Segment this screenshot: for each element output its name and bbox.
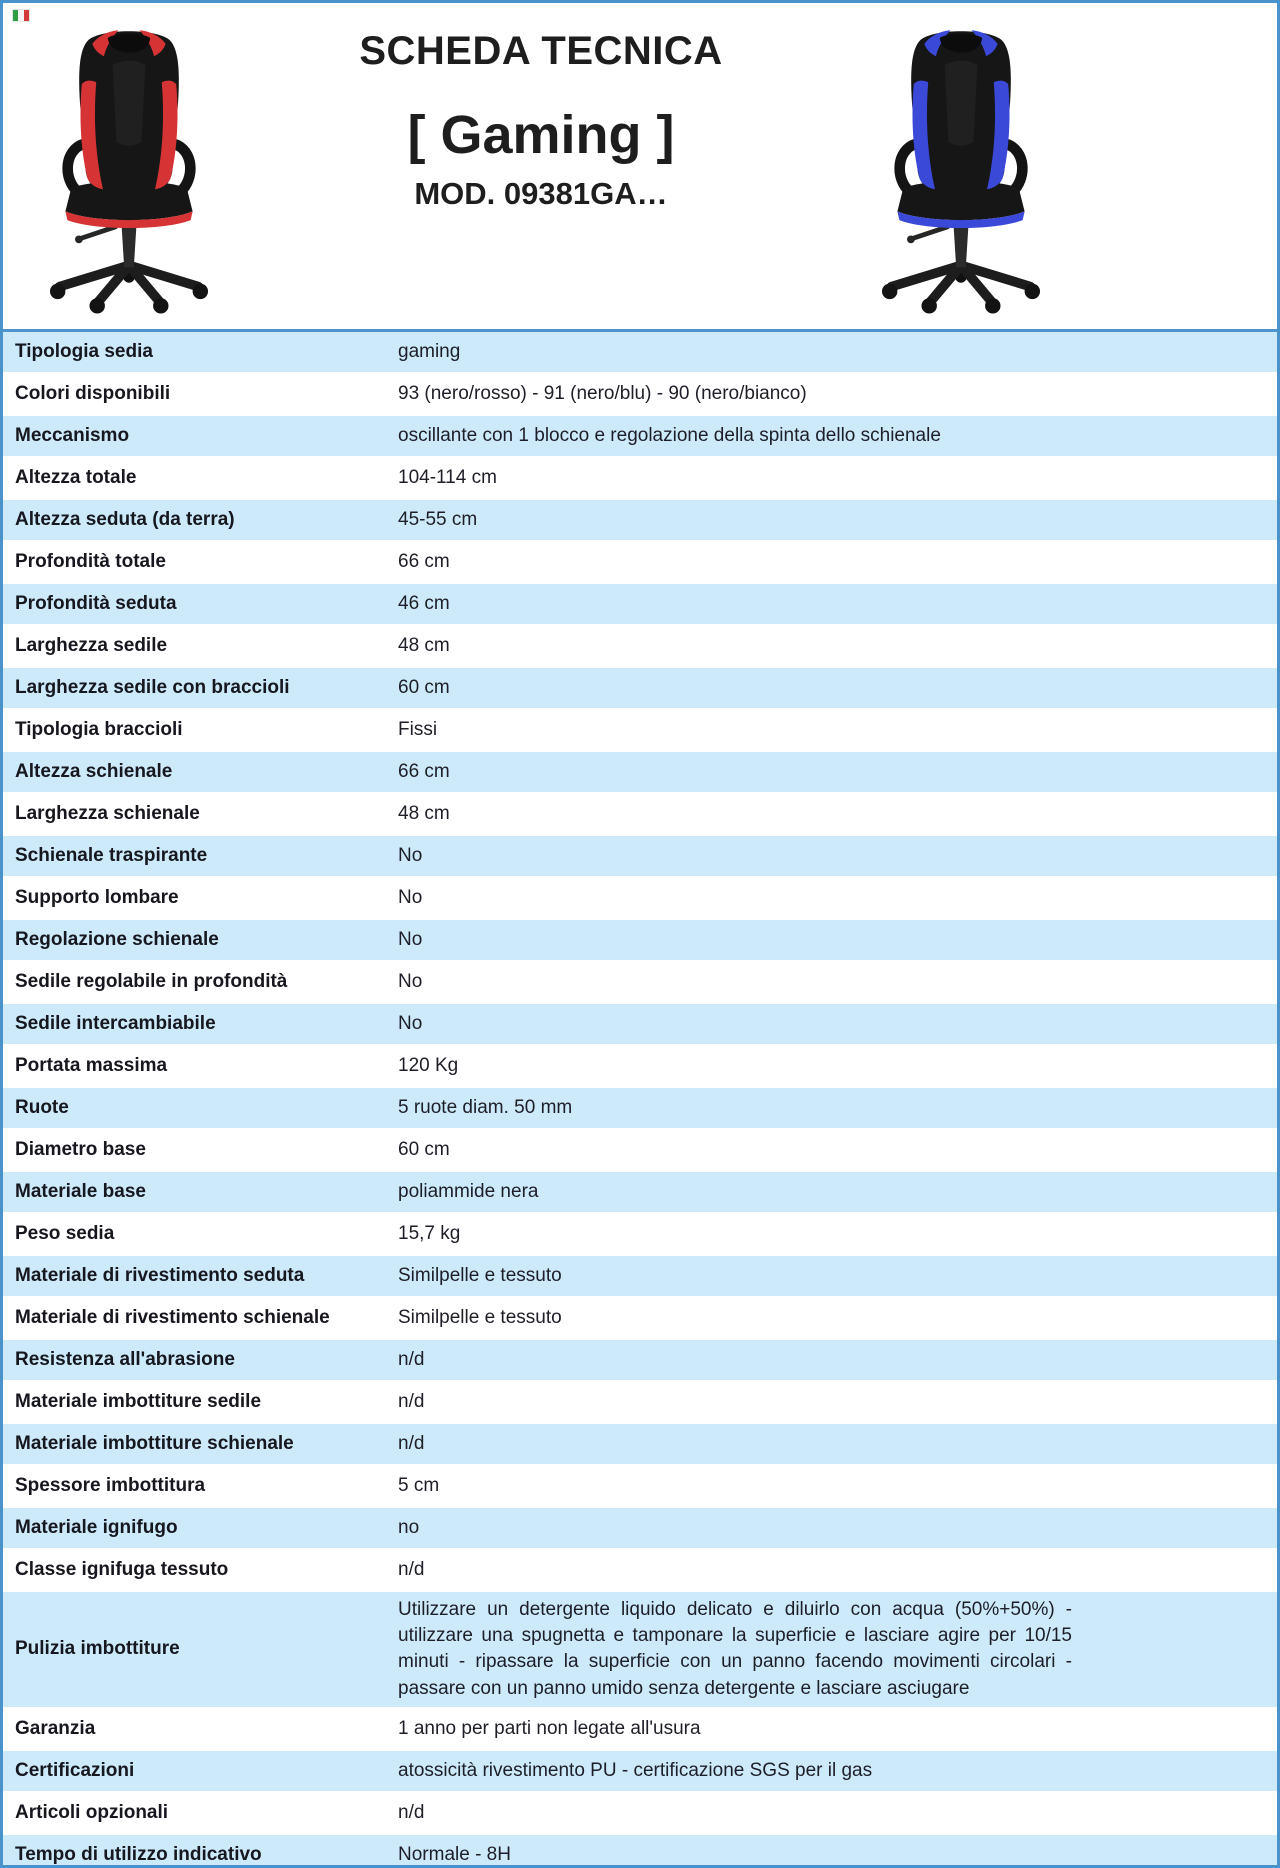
spec-row — [3, 1709, 1277, 1751]
spec-label: Materiale imbottiture schienale — [15, 1432, 294, 1454]
spec-label: Altezza totale — [15, 466, 137, 488]
spec-row — [3, 626, 1277, 668]
spec-row — [3, 1046, 1277, 1088]
spec-row — [3, 878, 1277, 920]
spec-label: Materiale di rivestimento seduta — [15, 1264, 305, 1286]
spec-value: 46 cm — [398, 592, 450, 614]
spec-label: Sedile regolabile in profondità — [15, 970, 288, 992]
spec-label: Certificazioni — [15, 1759, 135, 1781]
spec-value: no — [398, 1516, 420, 1538]
spec-label: Altezza seduta (da terra) — [15, 508, 235, 530]
spec-label: Materiale imbottiture sedile — [15, 1390, 262, 1412]
spec-row — [3, 542, 1277, 584]
spec-value: No — [398, 970, 423, 992]
spec-value: No — [398, 844, 423, 866]
spec-label: Profondità totale — [15, 550, 166, 572]
spec-value: Similpelle e tessuto — [398, 1306, 562, 1328]
spec-row — [3, 1382, 1277, 1424]
spec-label: Pulizia imbottiture — [15, 1638, 180, 1660]
spec-label: Garanzia — [15, 1717, 96, 1739]
spec-label: Colori disponibili — [15, 382, 171, 404]
spec-value: n/d — [398, 1390, 425, 1412]
spec-row — [3, 1508, 1277, 1550]
spec-value: No — [398, 928, 423, 950]
spec-row — [3, 416, 1277, 458]
spec-row — [3, 500, 1277, 542]
spec-row — [3, 332, 1277, 374]
spec-row — [3, 668, 1277, 710]
spec-label: Larghezza sedile — [15, 634, 168, 656]
spec-label: Materiale base — [15, 1180, 146, 1202]
spec-label: Classe ignifuga tessuto — [15, 1558, 229, 1580]
chair-blue-illustration — [855, 23, 1067, 315]
spec-value: 66 cm — [398, 550, 450, 572]
spec-value: 60 cm — [398, 1138, 450, 1160]
spec-row — [3, 920, 1277, 962]
spec-row — [3, 836, 1277, 878]
spec-row — [3, 1835, 1277, 1868]
spec-value: n/d — [398, 1348, 425, 1370]
spec-value: 66 cm — [398, 760, 450, 782]
spec-label: Peso sedia — [15, 1222, 115, 1244]
category-title: [ Gaming ] — [407, 105, 675, 165]
spec-value: 48 cm — [398, 802, 450, 824]
spec-value: No — [398, 1012, 423, 1034]
spec-row — [3, 794, 1277, 836]
spec-row — [3, 1424, 1277, 1466]
spec-label: Larghezza schienale — [15, 802, 200, 824]
spec-value: poliammide nera — [398, 1180, 539, 1202]
spec-label: Altezza schienale — [15, 760, 173, 782]
spec-value: Similpelle e tessuto — [398, 1264, 562, 1286]
spec-table — [3, 329, 1277, 1868]
gaming-chair-blue-image — [855, 23, 1067, 315]
spec-row — [3, 1793, 1277, 1835]
spec-value: 1 anno per parti non legate all'usura — [398, 1717, 701, 1739]
spec-row — [3, 458, 1277, 500]
spec-value: 48 cm — [398, 634, 450, 656]
spec-row — [3, 1466, 1277, 1508]
spec-value: 93 (nero/rosso) - 91 (nero/blu) - 90 (nero/bianco) — [398, 382, 807, 404]
spec-label: Schienale traspirante — [15, 844, 208, 866]
spec-row — [3, 1751, 1277, 1793]
model-number: MOD. 09381GA… — [414, 176, 668, 211]
spec-row — [3, 752, 1277, 794]
spec-value: n/d — [398, 1558, 425, 1580]
spec-row — [3, 1214, 1277, 1256]
spec-label: Regolazione schienale — [15, 928, 219, 950]
spec-value: Fissi — [398, 718, 438, 740]
spec-row — [3, 1172, 1277, 1214]
spec-row — [3, 1592, 1277, 1709]
spec-label: Supporto lombare — [15, 886, 179, 908]
spec-label: Tempo di utilizzo indicativo — [15, 1843, 262, 1865]
spec-label: Tipologia braccioli — [15, 718, 183, 740]
spec-value: 5 cm — [398, 1474, 440, 1496]
spec-value: 45-55 cm — [398, 508, 478, 530]
spec-label: Spessore imbottitura — [15, 1474, 206, 1496]
spec-row — [3, 1088, 1277, 1130]
page-title: SCHEDA TECNICA — [359, 29, 723, 73]
spec-label: Larghezza sedile con braccioli — [15, 676, 290, 698]
spec-label: Articoli opzionali — [15, 1801, 169, 1823]
spec-label: Ruote — [15, 1096, 69, 1118]
spec-label: Tipologia sedia — [15, 340, 153, 362]
spec-value: n/d — [398, 1432, 425, 1454]
spec-row — [3, 1550, 1277, 1592]
spec-value: Normale - 8H — [398, 1843, 511, 1865]
spec-value: 104-114 cm — [398, 466, 497, 488]
spec-row — [3, 710, 1277, 752]
spec-row — [3, 1130, 1277, 1172]
spec-value: Utilizzare un detergente liquido delicato e diluirlo con acqua (50%+50%) - utilizzare una spugnetta e tamponare la superficie e lasciare agire per 10/15 minuti - ripassare la superficie con un panno facendo movimenti circolari - passare con un panno umido senza detergente e lasciare asciugare — [398, 1599, 1072, 1699]
spec-label: Resistenza all'abrasione — [15, 1348, 235, 1370]
spec-label: Profondità seduta — [15, 592, 177, 614]
spec-value: oscillante con 1 blocco e regolazione della spinta dello schienale — [398, 424, 941, 446]
spec-value: n/d — [398, 1801, 425, 1823]
spec-label: Diametro base — [15, 1138, 146, 1160]
spec-value: atossicità rivestimento PU - certificazione SGS per il gas — [398, 1759, 873, 1781]
spec-row — [3, 962, 1277, 1004]
spec-label: Meccanismo — [15, 424, 130, 446]
spec-value: gaming — [398, 340, 461, 362]
spec-value: 60 cm — [398, 676, 450, 698]
spec-row — [3, 1340, 1277, 1382]
header — [3, 3, 1277, 329]
spec-value: 120 Kg — [398, 1054, 459, 1076]
spec-row — [3, 1256, 1277, 1298]
spec-row — [3, 584, 1277, 626]
spec-value: No — [398, 886, 423, 908]
spec-row — [3, 1298, 1277, 1340]
spec-label: Materiale ignifugo — [15, 1516, 178, 1538]
spec-value: 15,7 kg — [398, 1222, 461, 1244]
spec-value: 5 ruote diam. 50 mm — [398, 1096, 573, 1118]
spec-row — [3, 1004, 1277, 1046]
spec-label: Materiale di rivestimento schienale — [15, 1306, 330, 1328]
spec-label: Portata massima — [15, 1054, 168, 1076]
spec-row — [3, 374, 1277, 416]
spec-label: Sedile intercambiabile — [15, 1012, 216, 1034]
